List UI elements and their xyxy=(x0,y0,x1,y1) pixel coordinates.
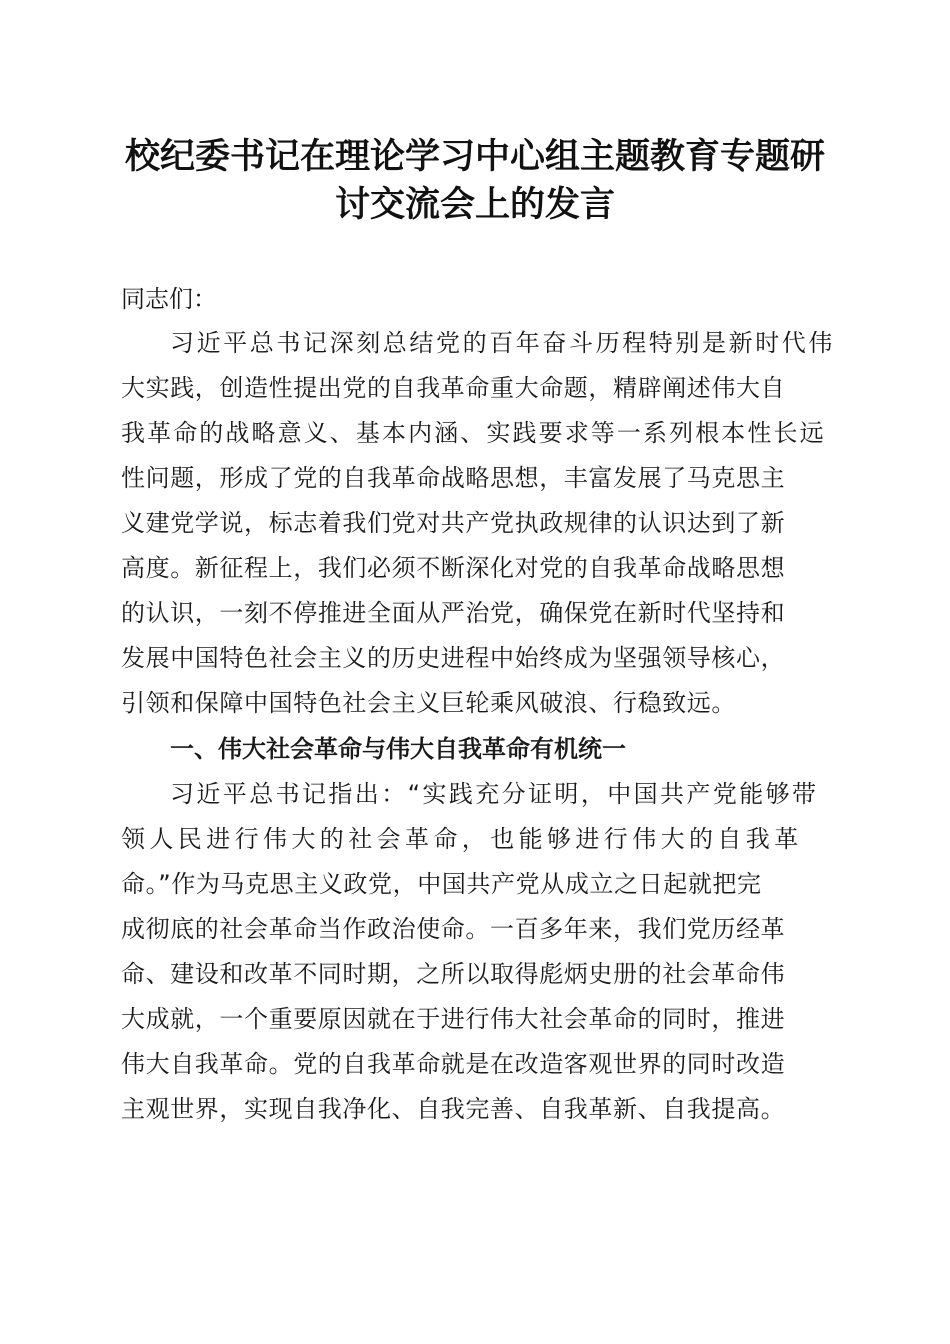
paragraph-line: 习近平总书记指出：“实践充分证明，中国共产党能够带 xyxy=(170,780,819,808)
paragraph-line: 大成就，一个重要原因就在于进行伟大社会革命的同时，推进 xyxy=(121,1005,786,1033)
paragraph-line: 发展中国特色社会主义的历史进程中始终成为坚强领导核心， xyxy=(121,644,786,672)
paragraph-line: 的认识，一刻不停推进全面从严治党，确保党在新时代坚持和 xyxy=(121,599,786,627)
paragraph-line: 主观世界，实现自我净化、自我完善、自我革新、自我提高。 xyxy=(121,1095,786,1123)
paragraph-line: 义建党学说，标志着我们党对共产党执政规律的认识达到了新 xyxy=(121,509,786,537)
paragraph-line: 引领和保障中国特色社会主义巨轮乘风破浪、行稳致远。 xyxy=(121,689,736,717)
paragraph-line: 高度。新征程上，我们必须不断深化对党的自我革命战略思想 xyxy=(121,554,786,582)
salutation: 同志们： xyxy=(121,285,217,313)
paragraph-line: 伟大自我革命。党的自我革命就是在改造客观世界的同时改造 xyxy=(121,1050,786,1078)
document-title-line-2: 讨交流会上的发言 xyxy=(334,184,615,225)
paragraph-line: 大实践，创造性提出党的自我革命重大命题，精辟阐述伟大自 xyxy=(121,374,786,402)
document-title-line-1: 校纪委书记在理论学习中心组主题教育专题研 xyxy=(124,136,825,177)
paragraph-line: 我革命的战略意义、基本内涵、实践要求等一系列根本性长远 xyxy=(121,419,826,447)
paragraph-line: 性问题，形成了党的自我革命战略思想，丰富发展了马克思主 xyxy=(121,464,786,492)
paragraph-line: 成彻底的社会革命当作政治使命。一百多年来，我们党历经革 xyxy=(121,915,786,943)
paragraph-line: 命、建设和改革不同时期，之所以取得彪炳史册的社会革命伟 xyxy=(121,960,786,988)
paragraph-line: 命。”作为马克思主义政党，中国共产党从成立之日起就把完 xyxy=(121,870,762,898)
paragraph-line: 习近平总书记深刻总结党的百年奋斗历程特别是新时代伟 xyxy=(170,329,835,357)
section-heading-1: 一、伟大社会革命与伟大自我革命有机统一 xyxy=(170,735,626,763)
paragraph-line: 领人民进行伟大的社会革命，也能够进行伟大的自我革 xyxy=(121,825,803,853)
